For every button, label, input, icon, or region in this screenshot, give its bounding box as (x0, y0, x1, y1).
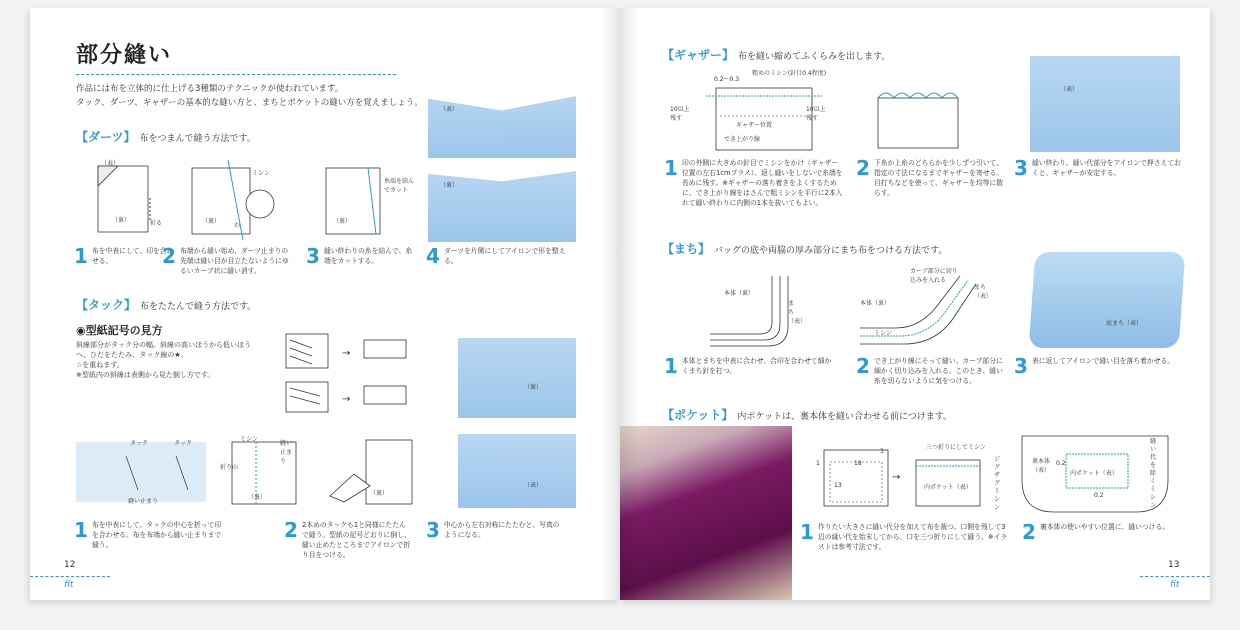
pocket-margin-a: 0.2 (1056, 460, 1066, 467)
gather-step-2 (856, 158, 1004, 198)
pocket-inpocket-2: 内ポケット（表） (1070, 470, 1118, 477)
dart-photo-1 (428, 92, 576, 158)
tuck-heading-label: 【タック】 (76, 298, 137, 312)
tuck1-label-a: タック (130, 440, 149, 447)
pocket-dim-1: 1 (816, 460, 820, 467)
dart-step-4 (426, 246, 576, 266)
footer-dash-right (1140, 576, 1210, 577)
gather-step-3 (1014, 158, 1184, 178)
gather-heading (662, 46, 890, 63)
pattern-text (76, 340, 256, 380)
dart1-ura: （裏） (112, 217, 131, 224)
tuck-diagram-3 (330, 436, 420, 508)
pocket-desc: 内ポケットは、裏本体を縫い合わせる前につけます。 (737, 412, 953, 422)
pocket-photo (620, 426, 792, 600)
machi1-hontai: 本体（裏） (724, 290, 755, 297)
tuck-photo-1 (458, 338, 576, 418)
tuck-step-1-text: 布を中表にして、タックの中心を折って印を合わせる。布を布端から縫い止まりまで縫う。 (92, 521, 222, 549)
tuck2-ura: （裏） (248, 494, 267, 501)
pocket-step-1 (800, 522, 1008, 552)
dart2-ura: （裏） (202, 218, 221, 225)
intro-line-2: タック、ダーツ、ギャザーの基本的な縫い方と、まちとポケットの縫い方を覚えましょう。 (76, 98, 423, 108)
pattern-diagrams (270, 326, 430, 416)
dart-step-1-text: 布を中表にして、印を合わせる。 (92, 247, 174, 265)
tuck-step-3-text: 中心から左右対称にたたむと、写真のようになる。 (444, 521, 560, 539)
brand-logo-right: fit (1170, 580, 1180, 590)
tuck-step-3-num: 3 (426, 518, 440, 542)
pattern-title: ◉型紙記号の見方 (76, 324, 163, 337)
tuck-step-1-num: 1 (74, 518, 88, 542)
tuck-photo2-label: （表） (524, 482, 543, 489)
machi2-hontai: 本体（裏） (860, 300, 891, 307)
machi-step-3 (1014, 354, 1184, 378)
tuck-step-2-text: 2本めのタックも1と同様にたたんで縫う。型紙の記号どおりに倒し、縫い止めたところまでアイロンで折り目をつける。 (302, 521, 411, 559)
dart-step-2-num: 2 (162, 244, 176, 268)
dart-step-3-num: 3 (306, 244, 320, 268)
machi-heading (662, 240, 947, 257)
pocket-heading (662, 406, 952, 423)
pocket-fold: 三つ折りにしてミシン (926, 444, 986, 451)
pocket-dim-13: 13 (834, 482, 842, 489)
pattern-text-1: 斜線部分がタック分の幅。斜線の高いほうから低いほうへ、ひだをたたみ、タック線の★、 (76, 341, 251, 359)
dart2-wa: わ (234, 222, 241, 229)
pocket-dim-3: 3 (880, 448, 884, 455)
dart-step-1-num: 1 (74, 244, 88, 268)
gather-leave-left: 10以上残す (670, 106, 690, 122)
pocket-step-2 (1022, 520, 1172, 544)
dart-diagram-3 (320, 160, 400, 240)
machi-step-1-text: 本体とまちを中表に合わせ、合印を合わせて細かくまち針を打つ。 (682, 357, 832, 375)
tuck-step-2 (284, 520, 412, 560)
tuck-step-1 (74, 520, 224, 550)
tuck-heading (76, 296, 256, 313)
gather-step-3-text: 縫い終わり。縫い代部分をアイロンで押さえておくと、ギャザーが安定する。 (1032, 159, 1181, 177)
page-title: 部分縫い (76, 43, 173, 68)
pocket-urahontai: 裏本体（表） (1032, 458, 1051, 474)
gather-step-1-text: 印の外側に大きめの針目でミシンをかけ（ギャザー位置の左右1cmプラス）、返し縫いをしないで糸端を長めに残す。※ギャザーの落ち着きをよくするために、でき上がり線をはさんで粗ミシンを平行に2本入れて縫い終わりに内側の1本を抜いてもよい。 (682, 159, 843, 207)
gather-line: でき上がり線 (724, 136, 761, 143)
tuck2-oriyama: 折り山 (220, 464, 239, 471)
pattern-text-2: ☆を重ねます。 (76, 361, 124, 369)
machi-diagram-2 (856, 272, 986, 352)
svg-text:→: → (342, 348, 351, 359)
machi-step-3-text: 表に返してアイロンで縫い目を落ち着かせる。 (1032, 357, 1175, 365)
machi-step-1 (664, 356, 834, 376)
intro-line-1: 作品には布を立体的に仕上げる3種類のテクニックが使われています。 (76, 84, 344, 94)
machi-step-2 (856, 356, 1004, 386)
tuck1-nuidomari: 縫い止まり (128, 498, 159, 505)
tuck3-ura: （裏） (370, 490, 389, 497)
machi-step-1-num: 1 (664, 354, 678, 378)
pocket-step-2-text: 裏本体の使いやすい位置に、縫いつける。 (1040, 523, 1170, 531)
pocket-zigzag: ジグザグミシン (994, 456, 1001, 511)
tuck-photo-2 (458, 434, 576, 508)
machi2-machi: まち（表） (974, 284, 993, 300)
dart3-cut: 糸端を結んでカット (384, 178, 415, 194)
machi-photo-label: 底まち（表） (1106, 320, 1143, 327)
pocket-margin-b: 0.2 (1094, 492, 1104, 499)
book-spread (30, 8, 1210, 600)
dart2-mishin: ミシン (252, 170, 270, 177)
dart-photo2-label: （裏） (440, 182, 459, 189)
machi-diagram-1 (700, 270, 807, 350)
machi-step-2-num: 2 (856, 354, 870, 378)
machi-step-3-num: 3 (1014, 354, 1028, 378)
dart1-omote: （表） (101, 160, 120, 167)
gather-desc: 布を縫い縮めてふくらみを出します。 (738, 52, 891, 62)
intro-text (76, 82, 436, 110)
darts-heading (76, 128, 256, 145)
dart-step-3 (306, 246, 416, 266)
pattern-text-3: ※型紙内の斜線は表側から見た倒し方です。 (76, 371, 215, 379)
gather-range: 0.2〜0.3 (714, 76, 740, 83)
dart-photo1-label: （表） (440, 106, 459, 113)
pocket-dim-18: 18 (854, 460, 862, 467)
gather-heading-label: 【ギャザー】 (662, 48, 735, 62)
svg-text:→: → (342, 394, 351, 405)
page-number-left: 12 (64, 560, 76, 570)
dart-step-2 (162, 246, 292, 276)
machi-photo (1029, 252, 1186, 348)
pocket-step-2-num: 2 (1022, 520, 1036, 544)
dart-step-3-text: 縫い終わりの糸を結んで、糸端をカットする。 (324, 247, 413, 265)
gather-step-2-num: 2 (856, 156, 870, 180)
darts-heading-label: 【ダーツ】 (76, 130, 136, 144)
darts-desc: 布をつまんで縫う方法です。 (139, 134, 256, 144)
dart1-oru: 折る (150, 220, 163, 227)
machi1-machi: まち（表） (788, 300, 807, 325)
dart-step-1 (74, 246, 174, 266)
dart3-ura: （裏） (333, 218, 352, 225)
tuck2-nuidomari: 縫い止まり (280, 440, 293, 465)
book-gutter (600, 8, 640, 600)
tuck2-mishin: ミシン (240, 436, 258, 443)
dart-step-2-text: 布端から縫い始め、ダーツ止まりの先端は縫い目が目立たないようにゆるいカーブ状に縫い消す。 (180, 247, 289, 275)
tuck-step-2-num: 2 (284, 518, 298, 542)
left-page (30, 8, 620, 600)
gather-diagram-2 (872, 78, 982, 154)
gather-step-3-num: 3 (1014, 156, 1028, 180)
tuck-desc: 布をたたんで縫う方法です。 (140, 302, 257, 312)
tuck1-label-b: タック (174, 440, 193, 447)
dart-step-4-num: 4 (426, 244, 440, 268)
gather-coarse: 粗めのミシン(針目0.4程度) (752, 70, 827, 77)
tuck-step-3 (426, 520, 566, 540)
pocket-step-1-text: 作りたい大きさに縫い代分を加えて布を裁つ。口側を残して3辺の縁い代を始末してから、口を三つ折りにして縫う。※イラストは参考寸法です。 (818, 523, 1008, 551)
gather-step-1 (664, 158, 844, 208)
gather-position: ギャザー位置 (736, 122, 773, 129)
dart-step-4-text: ダーツを片側にしてアイロンで形を整える。 (444, 247, 566, 265)
machi2-curve: カーブ部分に切り込みを入れる (910, 268, 958, 284)
machi-desc: バッグの底や両脇の厚み部分にまち布をつける方法です。 (714, 246, 948, 256)
gather-step-1-num: 1 (664, 156, 678, 180)
pocket-arrow: → (892, 472, 901, 483)
machi2-mishin: ミシン (874, 330, 892, 337)
title-underline (76, 74, 396, 75)
machi-heading-label: 【まち】 (662, 242, 711, 256)
pocket-inpocket: 内ポケット（表） (924, 484, 972, 491)
gather-leave-right: 10以上残す (806, 106, 826, 122)
pocket-heading-label: 【ポケット】 (662, 408, 734, 422)
brand-logo-left: fit (64, 580, 74, 590)
tuck-photo1-label: （裏） (524, 384, 543, 391)
pocket-seam: 縫い代を除くミシン (1150, 438, 1157, 509)
pocket-step-1-num: 1 (800, 520, 814, 544)
page-number-right: 13 (1168, 560, 1180, 570)
machi-step-2-text: でき上がり線にそって縫い、カーブ部分に細かく切り込みを入れる。このとき、縫い糸を切らないように気をつける。 (874, 357, 1003, 385)
gather-step-2-text: 下糸か上糸のどちらかを少しずつ引いて、指定の寸法になるまでギャザーを寄せる。目打ちなどを使って、ギャザーを均等に散らす。 (874, 159, 1004, 197)
gather-photo-label: （表） (1060, 86, 1079, 93)
footer-dash-left (30, 576, 110, 577)
right-page (620, 8, 1210, 600)
gather-photo (1030, 56, 1180, 152)
